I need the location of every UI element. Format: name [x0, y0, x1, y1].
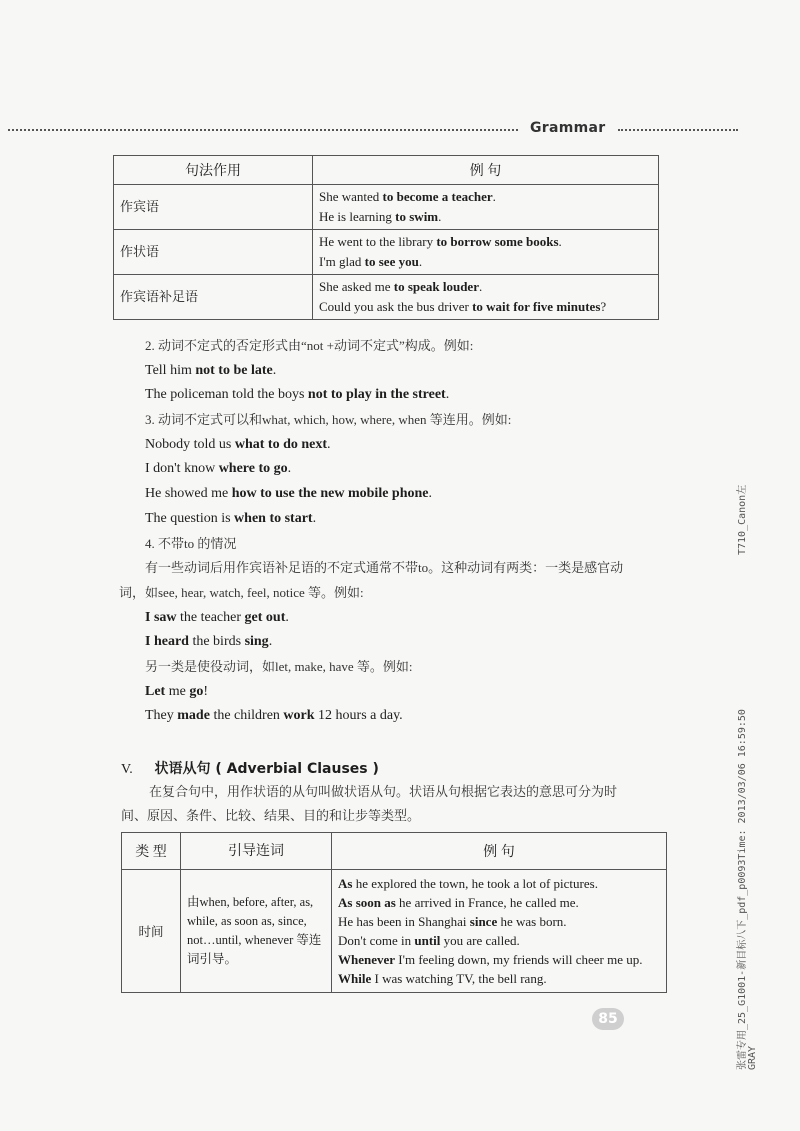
- plain-text: the children: [209, 708, 284, 724]
- emphasis-text: where to go: [218, 461, 288, 477]
- emphasis-text: to borrow some books: [436, 234, 559, 249]
- plain-text: .: [285, 609, 289, 625]
- emphasis-text: Let: [145, 683, 166, 699]
- emphasis-text: Whenever: [338, 952, 396, 967]
- emphasis-text: I heard: [145, 634, 189, 650]
- emphasis-text: not to be late: [195, 362, 273, 378]
- emphasis-text: go: [189, 683, 204, 699]
- example-line: [338, 931, 660, 950]
- body-line: [145, 507, 675, 532]
- body-paragraphs: [119, 334, 675, 729]
- body-line: [145, 433, 675, 458]
- emphasis-text: I saw: [145, 609, 177, 625]
- section-title: 状语从句 ( Adverbial Clauses ): [154, 761, 379, 777]
- function-cell: 作状语: [114, 230, 313, 275]
- example-line: [319, 297, 652, 317]
- plain-text: .: [327, 436, 331, 452]
- example-line: [338, 874, 660, 893]
- intro-line: 间、原因、条件、比较、结果、目的和让步等类型。: [121, 808, 421, 823]
- emphasis-text: work: [283, 708, 315, 724]
- plain-text: me: [165, 683, 190, 699]
- emphasis-text: what to do next: [234, 436, 328, 452]
- section-heading: [121, 758, 379, 778]
- emphasis-text: sing: [244, 634, 269, 650]
- body-line: [145, 655, 675, 680]
- plain-text: I'm feeling down, my friends will cheer me up.: [395, 952, 643, 967]
- emphasis-text: when to start: [234, 510, 313, 526]
- plain-text: He showed me: [145, 486, 232, 502]
- function-cell: 作宾语: [114, 185, 313, 230]
- table-header-row: [122, 833, 667, 870]
- header-title: Grammar: [530, 120, 606, 136]
- emphasis-text: As soon as: [338, 895, 396, 910]
- table-row: [114, 185, 659, 230]
- section-number: V.: [121, 762, 133, 777]
- column-header-example: 例 句: [332, 833, 667, 870]
- plain-text: .: [268, 634, 273, 650]
- plain-text: The question is: [145, 510, 235, 526]
- example-line: [319, 207, 652, 227]
- body-line: [145, 408, 675, 433]
- emphasis-text: made: [177, 708, 210, 724]
- column-header-conjunction: 引导连词: [181, 833, 332, 870]
- plain-text: .: [445, 387, 450, 403]
- example-cell: [313, 185, 659, 230]
- plain-text: Tell him: [145, 362, 196, 378]
- emphasis-text: to speak louder: [393, 279, 479, 294]
- column-header-function: 句法作用: [114, 156, 313, 185]
- plain-text: I don't know: [145, 461, 219, 477]
- plain-text: He went to the library: [319, 234, 437, 249]
- table-row: [114, 275, 659, 320]
- plain-text: .: [478, 279, 483, 294]
- example-cell: [313, 230, 659, 275]
- example-line: [338, 893, 660, 912]
- section-intro: [121, 780, 671, 828]
- example-line: [338, 950, 660, 969]
- column-header-type: 类 型: [122, 833, 181, 870]
- emphasis-text: While: [338, 971, 372, 986]
- plain-text: Don't come in: [338, 933, 415, 948]
- emphasis-text: to become a teacher: [382, 189, 493, 204]
- table-header-row: [114, 156, 659, 185]
- infinitive-function-table: [113, 155, 659, 320]
- emphasis-text: to wait for five minutes: [472, 299, 601, 314]
- example-line: [338, 912, 660, 931]
- plain-text: Could you ask the bus driver: [319, 299, 473, 314]
- body-line: [145, 606, 675, 631]
- plain-text: .: [438, 209, 442, 224]
- column-header-example: 例 句: [313, 156, 659, 185]
- conjunction-cell: 由when, before, after, as, while, as soon as, since, not…until, whenever 等连词引导。: [181, 870, 332, 993]
- margin-gray-label: GRAY: [747, 1045, 758, 1070]
- type-cell: 时间: [122, 870, 181, 993]
- emphasis-text: how to use the new mobile phone: [231, 486, 429, 502]
- plain-text: .: [558, 234, 562, 249]
- plain-text: .: [428, 486, 432, 502]
- emphasis-text: As: [338, 876, 353, 891]
- plain-text: I'm glad: [319, 254, 365, 269]
- plain-text: 3. 动词不定式可以和what, which, how, where, when 等连用。例如:: [145, 412, 512, 428]
- plain-text: .: [287, 461, 292, 477]
- body-line: [145, 532, 675, 557]
- running-header: [8, 120, 736, 140]
- emphasis-text: not to play in the street: [307, 387, 446, 403]
- plain-text: 另一类是使役动词，如let, make, have 等。例如:: [145, 658, 413, 674]
- header-dotted-rule-right: [618, 129, 738, 131]
- example-line: [319, 277, 652, 297]
- intro-line: 在复合句中，用作状语的从句叫做状语从句。状语从句根据它表达的意思可分为时: [149, 784, 618, 799]
- plain-text: 有一些动词后用作宾语补足语的不定式通常不带to。这种动词有两类：一类是感官动: [145, 560, 624, 576]
- body-line: [145, 556, 675, 581]
- body-line: [145, 704, 675, 729]
- plain-text: She asked me: [319, 279, 394, 294]
- adverbial-clause-table: [121, 832, 667, 993]
- emphasis-text: to swim: [395, 209, 439, 224]
- plain-text: .: [418, 254, 423, 269]
- body-line: [145, 457, 675, 482]
- plain-text: you are called.: [440, 933, 520, 948]
- plain-text: he explored the town, he took a lot of pictures.: [352, 876, 598, 891]
- example-line: [338, 969, 660, 988]
- plain-text: he arrived in France, he called me.: [395, 895, 579, 910]
- example-cell: [332, 870, 667, 993]
- emphasis-text: since: [469, 914, 498, 929]
- plain-text: the birds: [188, 634, 245, 650]
- emphasis-text: to see you: [364, 254, 419, 269]
- body-line: [145, 482, 675, 507]
- margin-print-mark: T710_Canon左: [737, 484, 748, 555]
- plain-text: He has been in Shanghai: [338, 914, 470, 929]
- plain-text: !: [203, 683, 208, 699]
- function-cell: 作宾语补足语: [114, 275, 313, 320]
- plain-text: 词，如see, hear, watch, feel, notice 等。例如:: [119, 584, 364, 600]
- body-line: [145, 680, 675, 705]
- page-number: 85: [592, 1008, 624, 1030]
- plain-text: 12 hours a day.: [314, 708, 403, 724]
- body-line: [145, 383, 675, 408]
- margin-print-info: 张雷专用_25_G1001-新目标八下_pdf_p0093Time: 2013/03/06 16:59:50: [737, 709, 748, 1070]
- table-row: [114, 230, 659, 275]
- header-dotted-rule-left: [8, 129, 518, 131]
- body-line: [119, 581, 675, 606]
- body-line: [145, 334, 675, 359]
- example-line: [319, 232, 652, 252]
- plain-text: Nobody told us: [145, 436, 235, 452]
- example-cell: [313, 275, 659, 320]
- plain-text: ?: [600, 299, 607, 314]
- body-line: [145, 630, 675, 655]
- plain-text: 4. 不带to 的情况: [145, 535, 237, 551]
- plain-text: .: [272, 362, 277, 378]
- plain-text: .: [312, 510, 317, 526]
- plain-text: They: [145, 708, 178, 724]
- plain-text: 2. 动词不定式的否定形式由“not +动词不定式”构成。例如:: [145, 338, 474, 353]
- plain-text: The policeman told the boys: [145, 387, 308, 403]
- emphasis-text: until: [414, 933, 441, 948]
- plain-text: I was watching TV, the bell rang.: [371, 971, 547, 986]
- plain-text: .: [492, 189, 496, 204]
- plain-text: the teacher: [176, 609, 245, 625]
- plain-text: She wanted: [319, 189, 383, 204]
- body-line: [145, 359, 675, 384]
- plain-text: He is learning: [319, 209, 396, 224]
- example-line: [319, 187, 652, 207]
- example-line: [319, 252, 652, 272]
- plain-text: he was born.: [497, 914, 567, 929]
- table-row: [122, 870, 667, 993]
- emphasis-text: get out: [244, 609, 286, 625]
